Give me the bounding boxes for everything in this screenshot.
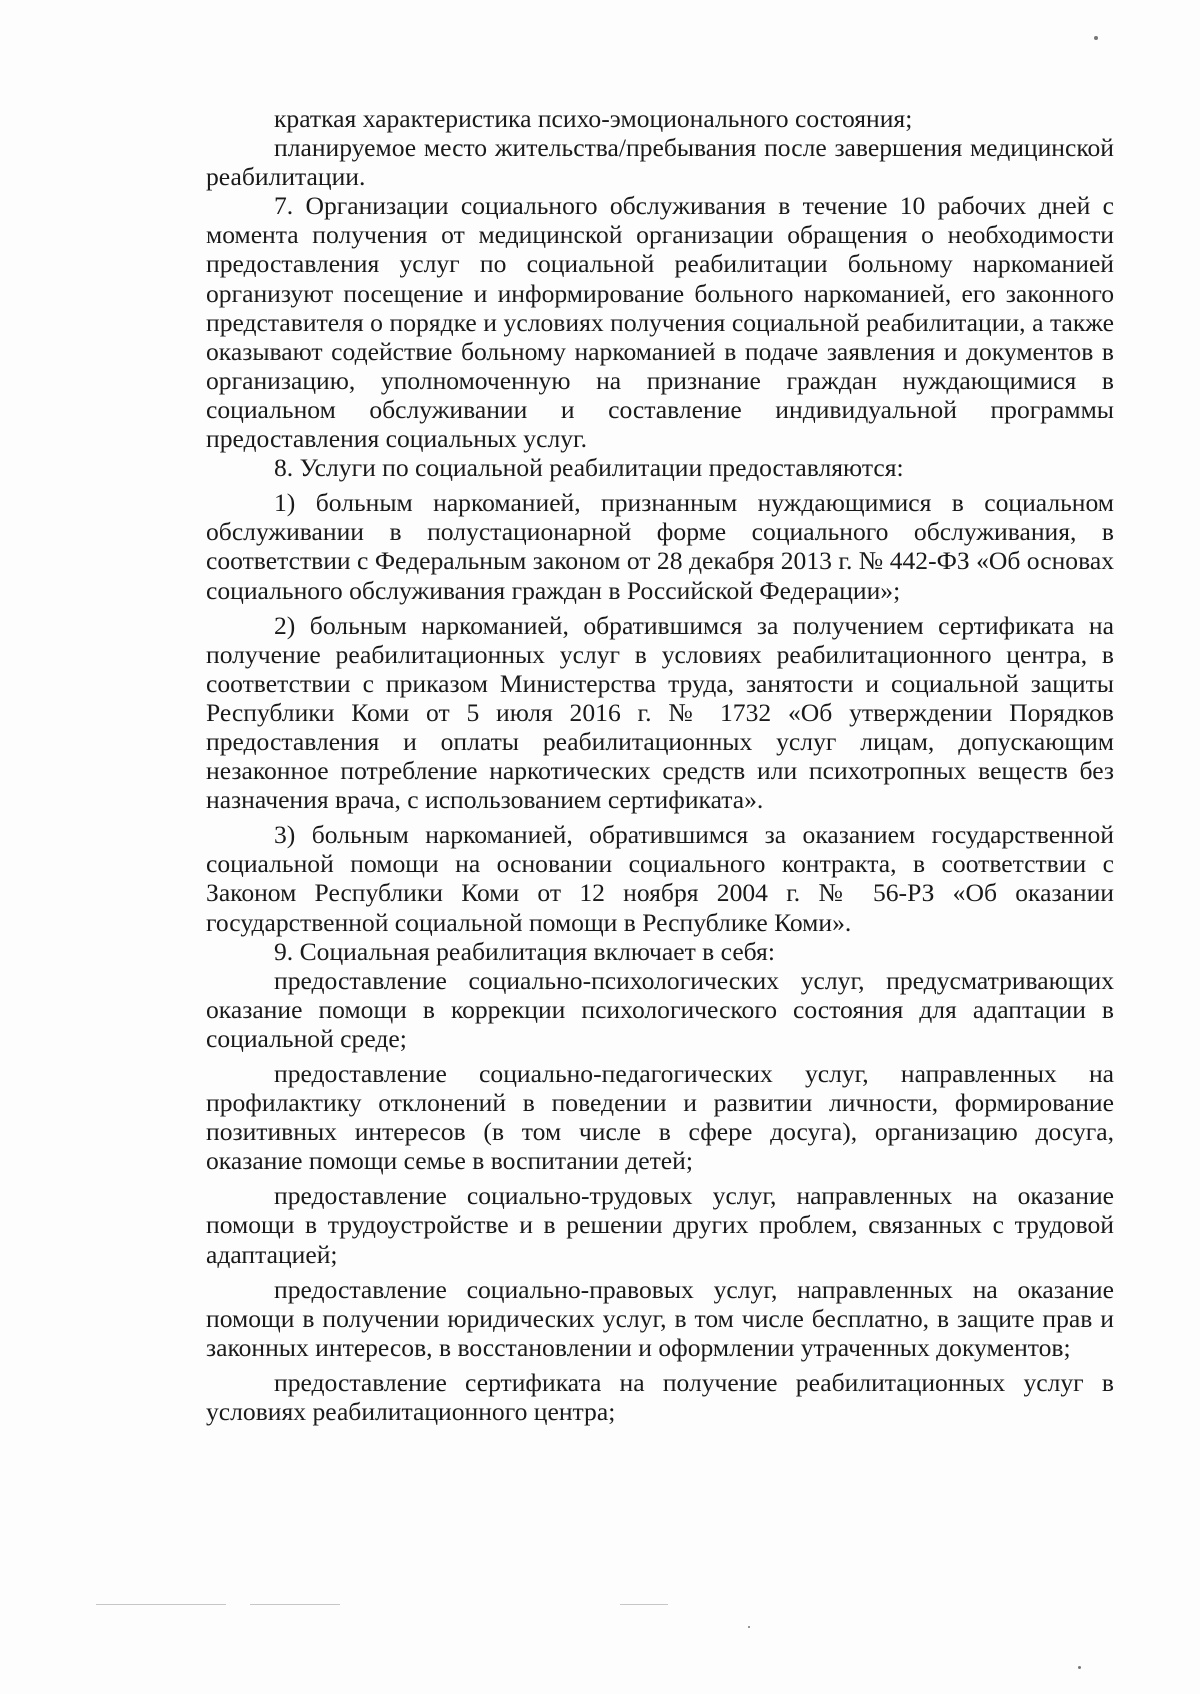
paragraph: предоставление социально-трудовых услуг, направленных на оказание помощи в трудоустройстве и в решении других проблем, связанных с трудовой адаптацией; — [206, 1181, 1114, 1269]
paragraph: 2) больным наркоманией, обратившимся за получением сертификата на получение реабилитационных услуг в условиях реабилитационного центра, в соответствии с приказом Министерства труда, занятости и социальной защиты Республики Коми от 5 июля 2016 г. № 1732 «Об утверждении Порядков предоставления и оплаты реабилитационных услуг лицам, допускающим незаконное потребление наркотических средств или психотропных веществ без назначения врача, с использованием сертификата». — [206, 610, 1114, 815]
scan-line — [96, 1604, 226, 1605]
paragraph: предоставление социально-психологических услуг, предусматривающих оказание помощи в коррекции психологического состояния для адаптации в социальной среде; — [206, 965, 1114, 1053]
paragraph: 9. Социальная реабилитация включает в себя: — [274, 936, 775, 966]
paragraph: 1) больным наркоманией, признанным нуждающимися в социальном обслуживании в полустационарной форме социального обслуживания, в соответствии с Федеральным законом от 28 декабря 2013 г. № 442-ФЗ «Об основах социального обслуживания граждан в Российской Федерации»; — [206, 488, 1114, 605]
scan-dot — [748, 1626, 750, 1628]
paragraph: краткая характеристика психо-эмоционального состояния; — [274, 104, 913, 133]
paragraph: 3) больным наркоманией, обратившимся за оказанием государственной социальной помощи на основании социального контракта, в соответствии с Законом Республики Коми от 12 ноября 2004 г. № 56-РЗ «Об оказании государственной социальной помощи в Республике Коми». — [206, 820, 1114, 937]
paragraph: 8. Услуги по социальной реабилитации предоставляются: — [274, 453, 904, 483]
scan-line — [620, 1604, 668, 1605]
scan-dot — [1078, 1666, 1081, 1669]
paragraph: планируемое место жительства/пребывания после завершения медицинской реабилитации. — [206, 133, 1114, 192]
scan-dot — [1094, 36, 1098, 40]
document-body — [206, 104, 1114, 1426]
paragraph: предоставление социально-правовых услуг, направленных на оказание помощи в получении юридических услуг, в том числе бесплатно, в защите прав и законных интересов, в восстановлении и оформлении утраченных документов; — [206, 1274, 1114, 1362]
paragraph: предоставление сертификата на получение реабилитационных услуг в условиях реабилитационного центра; — [206, 1367, 1114, 1427]
paragraph: 7. Организации социального обслуживания в течение 10 рабочих дней с момента получения от медицинской организации обращения о необходимости предоставления услуг по социальной реабилитации больному наркоманией организуют посещение и информирование больного наркоманией, его законного представителя о порядке и условиях получения социальной реабилитации, а также оказывают содействие больному наркоманией в подаче заявления и документов в организацию, уполномоченную на признание граждан нуждающимися в социальном обслуживании и составление индивидуальной программы предоставления социальных услуг. — [206, 191, 1114, 454]
scan-line — [250, 1604, 340, 1605]
paragraph: предоставление социально-педагогических услуг, направленных на профилактику отклонений в поведении и развитии личности, формирование позитивных интересов (в том числе в сфере досуга), организацию досуга, оказание помощи семье в воспитании детей; — [206, 1059, 1114, 1176]
